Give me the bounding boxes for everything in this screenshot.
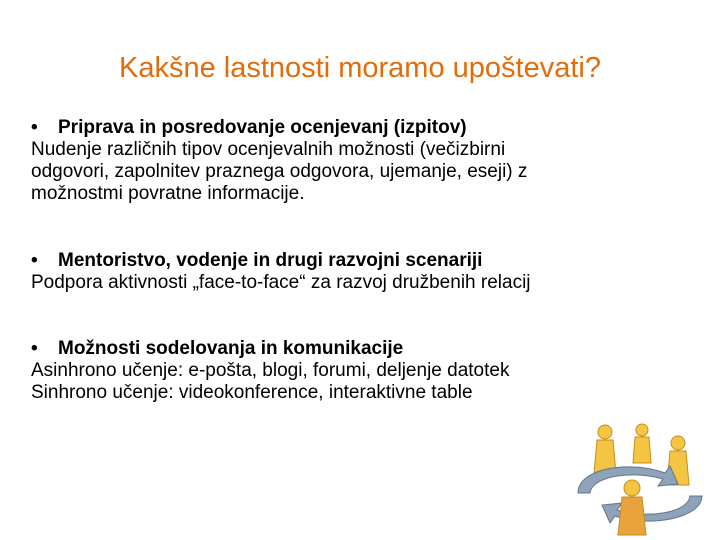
section-heading [31, 250, 671, 272]
section-collaboration [31, 338, 671, 404]
body-line: Nudenje različnih tipov ocenjevalnih možnosti (večizbirni [31, 139, 506, 160]
bullet: • [31, 338, 38, 359]
bullet: • [31, 250, 38, 271]
person-icon [633, 424, 651, 463]
body-line: odgovori, zapolnitev praznega odgovora, ujemanje, eseji) z [31, 161, 528, 182]
person-icon [594, 425, 616, 474]
person-icon [618, 480, 646, 535]
heading-text: Možnosti sodelovanja in komunikacije [58, 338, 404, 359]
heading-text: Mentoristvo, vodenje in drugi razvojni scenariji [58, 250, 483, 271]
bullet: • [31, 117, 38, 138]
section-mentoring [31, 250, 671, 294]
section-heading [31, 117, 671, 139]
collaboration-people-cycle-icon [570, 418, 710, 536]
slide-title: Kakšne lastnosti moramo upoštevati? [119, 52, 601, 84]
body-line: možnostmi povratne informacije. [31, 183, 305, 204]
body-line: Sinhrono učenje: videokonference, interaktivne table [31, 382, 473, 403]
section-assessments [31, 117, 671, 205]
body-line: Asinhrono učenje: e-pošta, blogi, forumi, deljenje datotek [31, 360, 510, 381]
body-line: Podpora aktivnosti „face-to-face“ za razvoj družbenih relacij [31, 272, 531, 293]
section-heading [31, 338, 671, 360]
heading-text: Priprava in posredovanje ocenjevanj (izpitov) [58, 117, 467, 138]
